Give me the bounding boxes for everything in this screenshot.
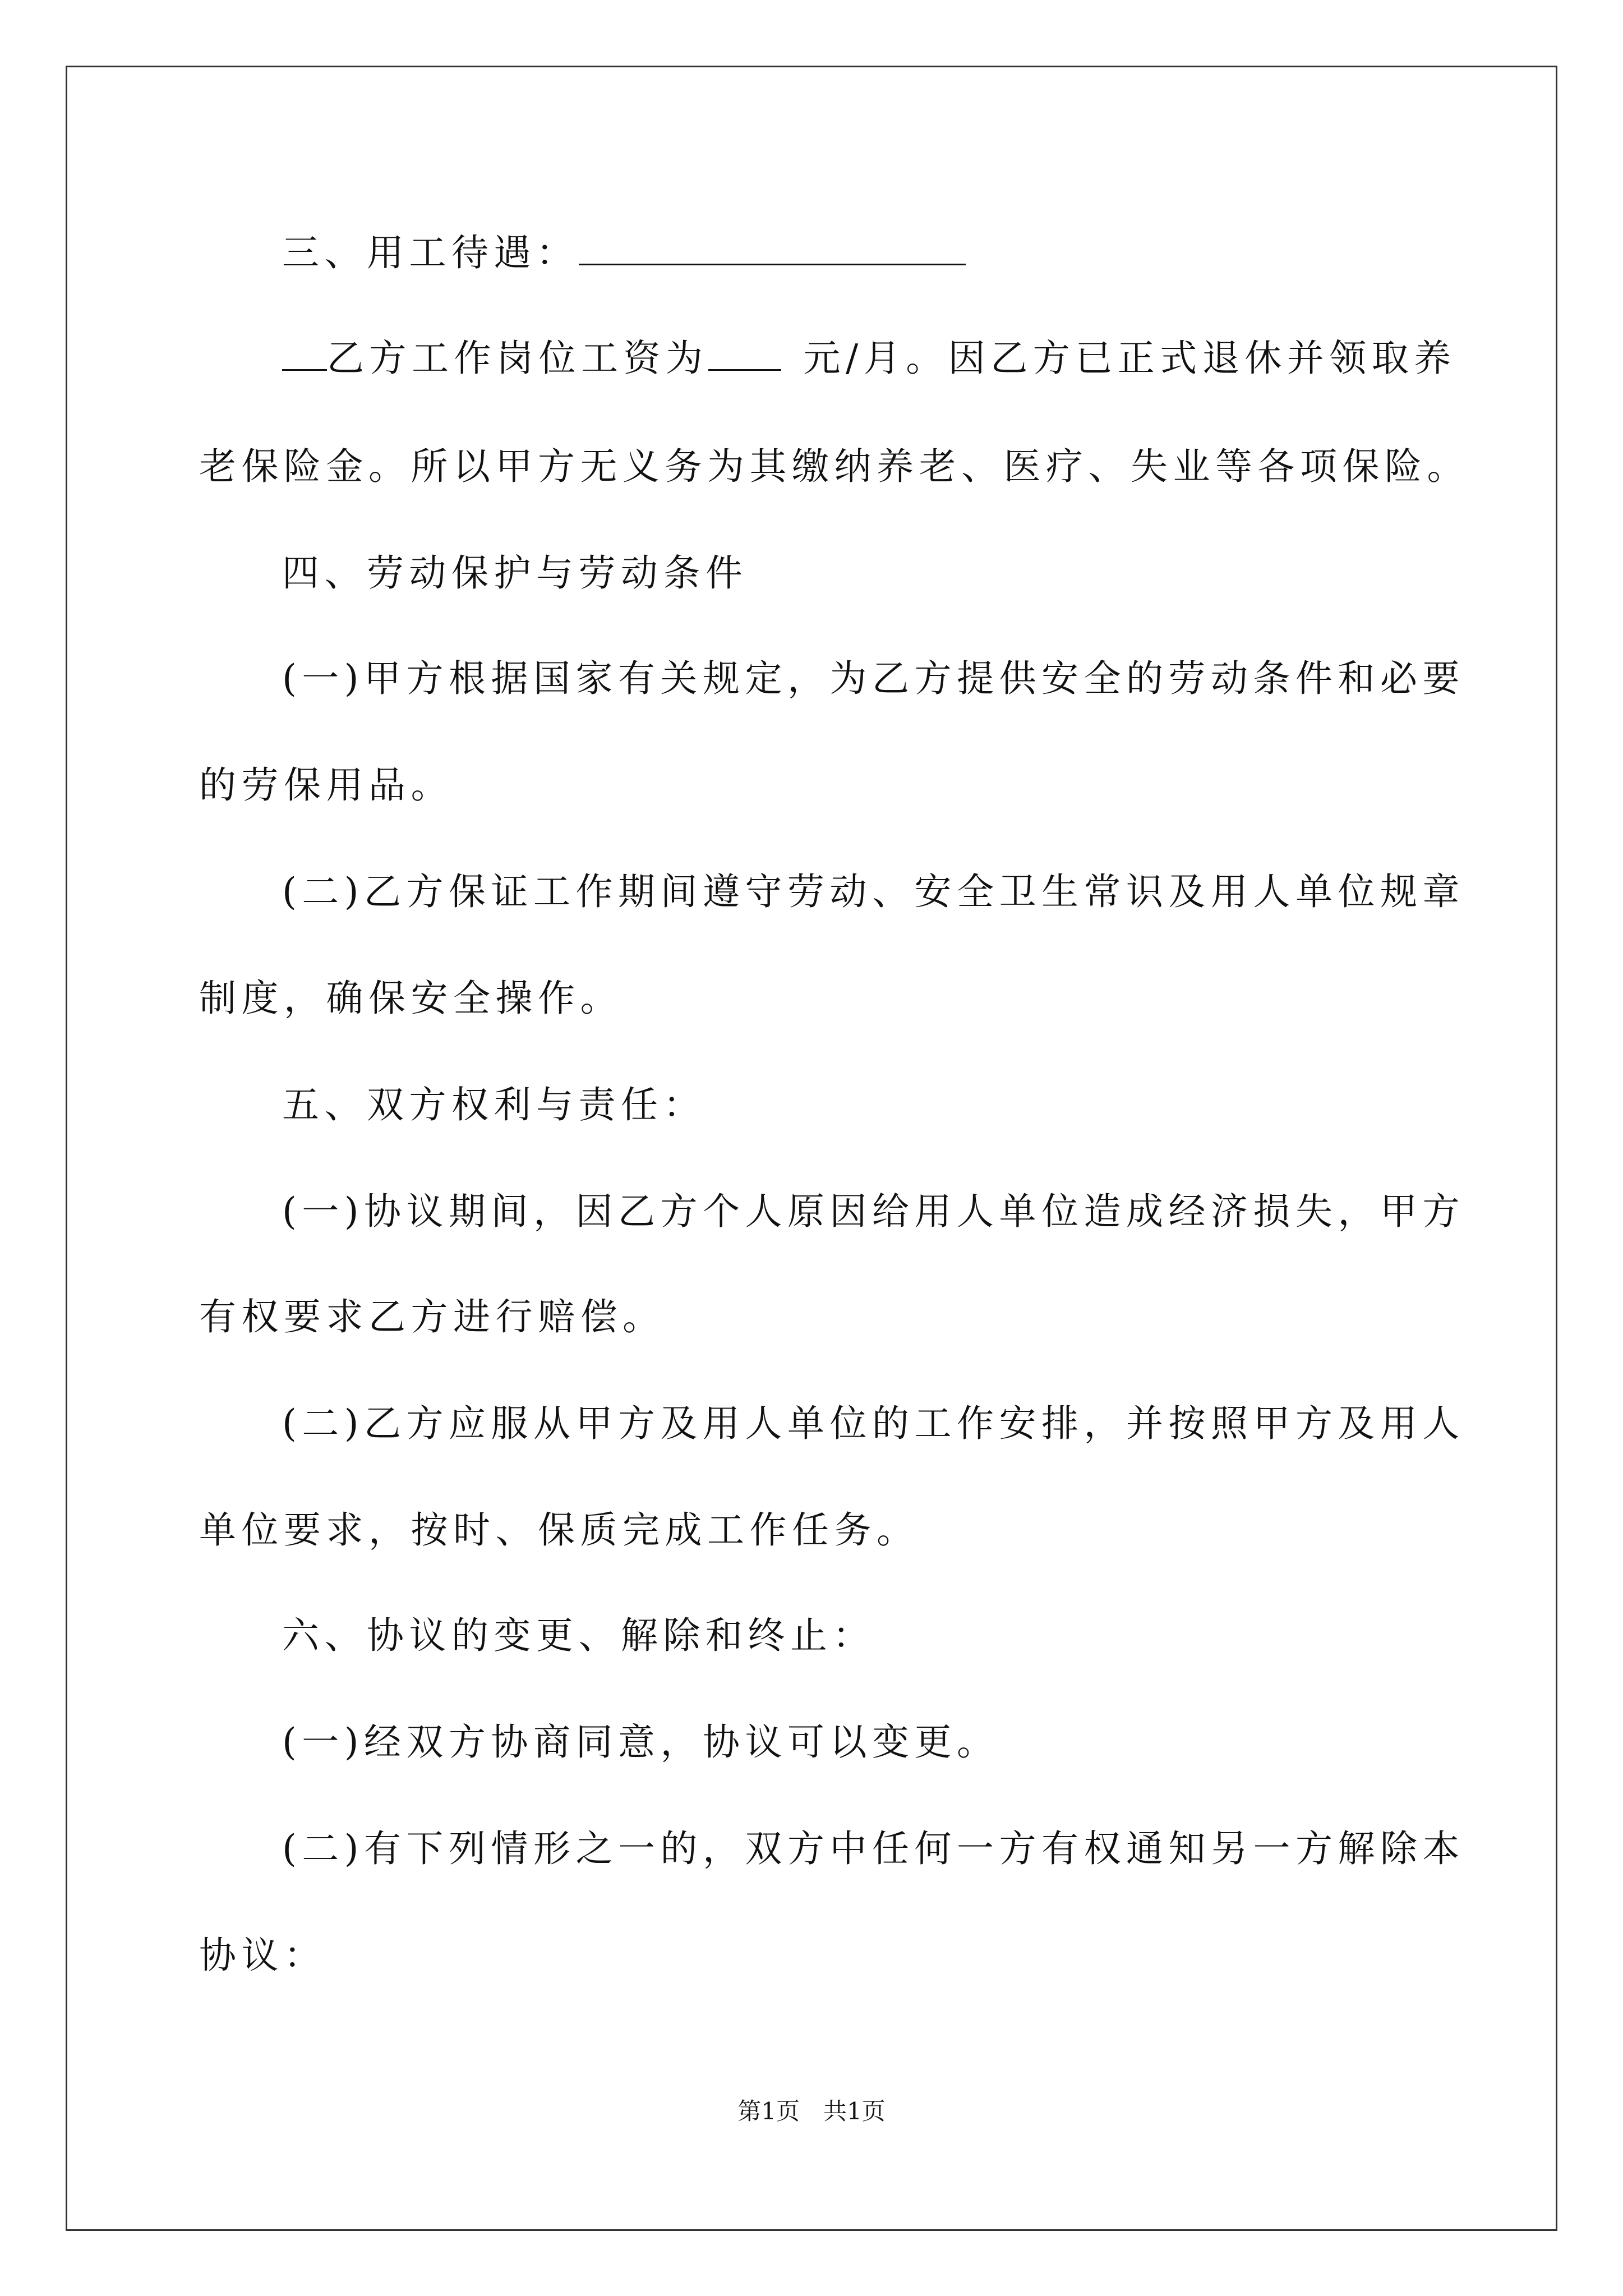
page-footer: 第1页 共1页 [737, 2097, 886, 2125]
wage-amount-blank [708, 335, 781, 371]
wage-line-1 [282, 335, 1456, 381]
section3-heading [282, 230, 966, 275]
s6-item1-line1: (一)经双方协商同意，协议可以变更。 [282, 1720, 999, 1764]
s5-item1-line2: 有权要求乙方进行赔偿。 [199, 1295, 665, 1338]
s5-item1-line1: (一)协议期间，因乙方个人原因给用人单位造成经济损失，甲方 [282, 1190, 1465, 1233]
s5-item2-line1: (二)乙方应服从甲方及用人单位的工作安排，并按照甲方及用人 [282, 1402, 1465, 1445]
section5-heading: 五、双方权利与责任： [282, 1083, 706, 1126]
section4-heading: 四、劳动保护与劳动条件 [282, 551, 748, 595]
s4-item1-line2: 的劳保用品。 [199, 763, 453, 807]
treatment-blank [579, 230, 966, 265]
s4-item2-line1: (二)乙方保证工作期间遵守劳动、安全卫生常识及用人单位规章 [282, 870, 1465, 913]
s4-item2-line2: 制度，确保安全操作。 [199, 977, 623, 1020]
s4-item1-line1: (一)甲方根据国家有关规定，为乙方提供安全的劳动条件和必要 [282, 657, 1465, 700]
section3-heading-text: 三、用工待遇： [282, 231, 579, 274]
wage-prefix-blank [282, 335, 327, 371]
s6-item2-line2: 协议： [199, 1934, 326, 1977]
s6-item2-line1: (二)有下列情形之一的，双方中任何一方有权通知另一方解除本 [282, 1827, 1465, 1870]
page-border [66, 66, 1557, 2231]
wage-line-2: 老保险金。所以甲方无义务为其缴纳养老、医疗、失业等各项保险。 [199, 445, 1469, 488]
s5-item2-line2: 单位要求，按时、保质完成工作任务。 [199, 1508, 919, 1552]
wage-pre-text: 乙方工作岗位工资为 [327, 337, 708, 380]
section6-heading: 六、协议的变更、解除和终止： [282, 1614, 875, 1657]
wage-unit-text: 元/月。因乙方已正式退休并领取养 [803, 337, 1456, 380]
